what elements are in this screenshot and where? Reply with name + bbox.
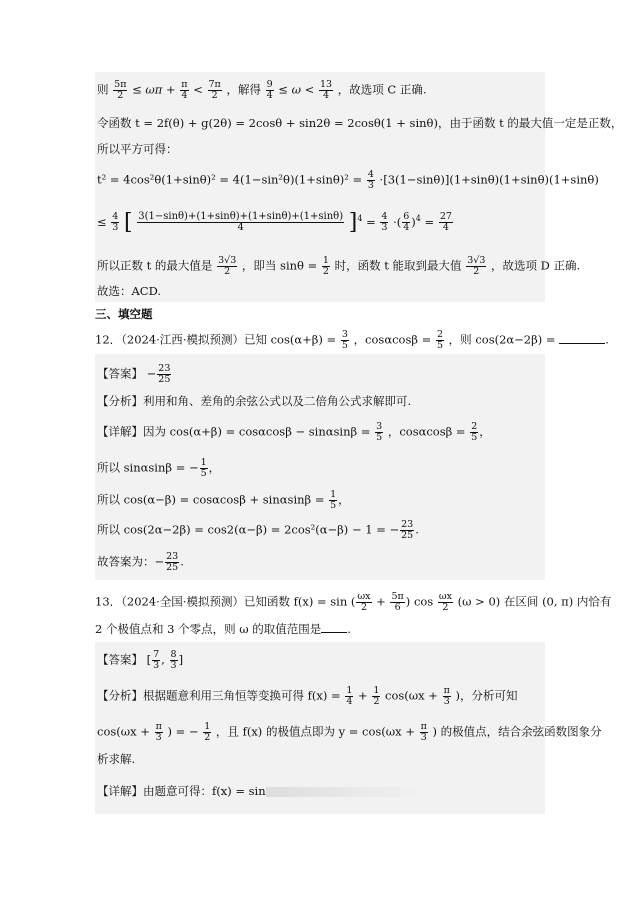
analysis-line: 【分析】利用和角、差角的余弦公式以及二倍角公式求解即可. bbox=[97, 394, 412, 408]
question-13-stem: 13．（2024·全国·模拟预测）已知函数 f(x) = sin ( $\frac{\omega x}{2}$ + $\frac{5\pi}{6}$ ) cos $\frac{\omega x}{2}$ (ω > 0) 在区间 (0, π) 内恰有 bbox=[95, 591, 612, 613]
text-line: t² = 4cos²θ(1+sinθ)² = 4(1−sin²θ)(1+sinθ)² = $\frac{4}{3}$ ·[3(1−sinθ)](1+sinθ)(1+sinθ)(1+sinθ) bbox=[97, 169, 599, 191]
analysis-line: cos(ωx + $\frac{\pi}{3}$ ) = − $\frac{1}{2}$ ，且 f(x) 的极值点即为 y = cos(ωx + $\frac{\pi}{3}$ ) 的极值点，结合余弦函数图象分 bbox=[97, 721, 602, 743]
answer-line: 【答案】 − $\frac{23}{25}$ bbox=[97, 363, 171, 385]
answer-blank bbox=[559, 333, 605, 344]
detail-line: 所以 sinαsinβ = − $\frac{1}{5}$ ， bbox=[97, 457, 221, 479]
solution-panel-1 bbox=[95, 72, 623, 302]
answer-line: 【答案】 [ $\frac{7}{3}$ , $\frac{8}{3}$ ] bbox=[97, 649, 184, 671]
solution-panel-q12 bbox=[95, 354, 545, 580]
detail-line: 【详解】因为 cos(α+β) = cosαcosβ − sinαsinβ = $\frac{3}{5}$ ，cosαcosβ = $\frac{2}{5}$ ， bbox=[97, 421, 491, 443]
analysis-line: 析求解. bbox=[97, 752, 136, 766]
detail-line: 所以 cos(2α−2β) = cos2(α−β) = 2cos²(α−β) − 1 = − $\frac{23}{25}$ . bbox=[97, 519, 419, 541]
question-12-stem: 12．（2024·江西·模拟预测）已知 cos(α+β) = $\frac{3}{5}$ ，cosαcosβ = $\frac{2}{5}$ ，则 cos(2α−2β) = . bbox=[95, 329, 609, 351]
question-13-stem-2: 2 个极值点和 3 个零点，则 ω 的取值范围是 . bbox=[95, 622, 351, 636]
text-line: 所以正数 t 的最大值是 $\frac{3√3}{2}$ ，即当 sinθ = $\frac{1}{2}$ 时，函数 t 能取到最大值 $\frac{3√3}{2}$ ，故选项 D 正确. bbox=[97, 255, 581, 277]
solution-panel-q13 bbox=[95, 642, 602, 814]
fade-out bbox=[266, 787, 426, 797]
text-line: ≤ $\frac{4}{3}$ [ $\frac{3(1-\sin\theta)+(1+\sin\theta)+(1+\sin\theta)+(1+\sin\theta)}{4}$ ]$^4$ = $\frac{4}{3}$ ·( $\frac{6}{4}$ )$^4$ = $\frac{27}{4}$ bbox=[97, 209, 452, 235]
detail-line: 故答案为：− $\frac{23}{25}$ . bbox=[97, 551, 184, 573]
answer-blank bbox=[321, 622, 347, 633]
section-heading: 三、填空题 bbox=[95, 307, 153, 321]
detail-line: 所以 cos(α−β) = cosαcosβ + sinαsinβ = $\frac{1}{5}$ ， bbox=[97, 489, 350, 511]
text-line: 所以平方可得： bbox=[97, 142, 178, 156]
text-line: 故选：ACD. bbox=[97, 284, 162, 298]
text-line: 令函数 t = 2f(θ) + g(2θ) = 2cosθ + sin2θ = 2cosθ(1 + sinθ)，由于函数 t 的最大值一定是正数， bbox=[97, 116, 623, 130]
analysis-line: 【分析】根据题意利用三角恒等变换可得 f(x) = $\frac{1}{4}$ + $\frac{1}{2}$ cos(ωx + $\frac{\pi}{3}$ )，分析可知 bbox=[97, 685, 518, 707]
text-line: 则 $\frac{5\pi}{2}$ ≤ ωπ + $\frac{\pi}{4}$ < $\frac{7\pi}{2}$ ，解得 $\frac{9}{4}$ ≤ ω < $\frac{13}{4}$ ，故选项 C 正确. bbox=[97, 79, 427, 101]
detail-line: 【详解】由题意可得：f(x) = sin bbox=[97, 784, 426, 798]
